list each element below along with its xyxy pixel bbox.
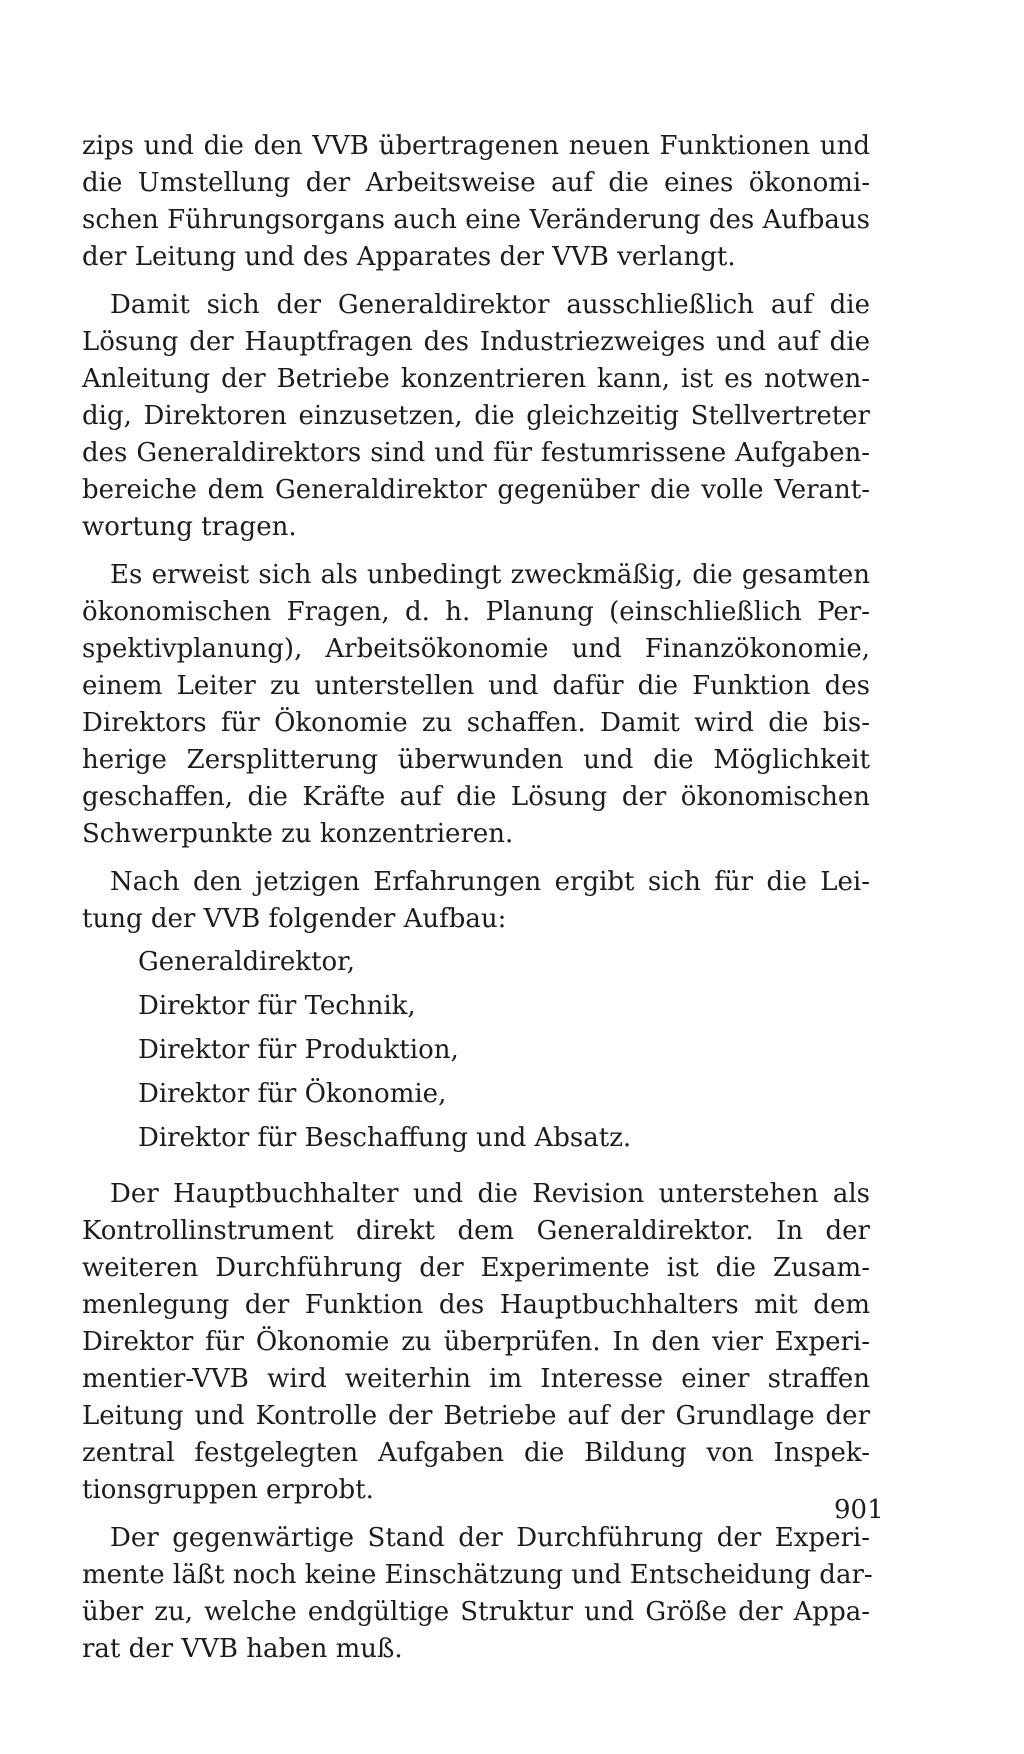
text-line: weiteren Durchführung der Experimente ist die Zusam- xyxy=(82,1253,870,1283)
text-line: Leitung und Kontrolle der Betriebe auf der Grundlage der xyxy=(82,1401,870,1431)
text-line: tung der VVB folgender Aufbau: xyxy=(82,904,507,934)
text-line: zips und die den VVB übertragenen neuen Funktionen und xyxy=(82,131,870,161)
text-line: bereiche dem Generaldirektor gegenüber die volle Verant- xyxy=(82,475,870,505)
text-line: Der gegenwärtige Stand der Durchführung der Experi- xyxy=(110,1523,870,1553)
text-line: Es erweist sich als unbedingt zweckmäßig, die gesamten xyxy=(110,560,870,590)
text-line: der Leitung und des Apparates der VVB verlangt. xyxy=(82,242,736,272)
text-line: mentier-VVB wird weiterhin im Interesse einer straffen xyxy=(82,1364,870,1394)
text-line: geschaffen, die Kräfte auf die Lösung der ökonomischen xyxy=(82,782,870,812)
text-line: herige Zersplitterung überwunden und die Möglichkeit xyxy=(82,745,870,775)
text-line: mente läßt noch keine Einschätzung und Entscheidung dar- xyxy=(82,1560,873,1590)
text-line: Direktor für Ökonomie zu überprüfen. In den vier Experi- xyxy=(82,1327,870,1357)
text-line: spektivplanung), Arbeitsökonomie und Finanzökonomie, xyxy=(82,634,870,664)
text-line: einem Leiter zu unterstellen und dafür die Funktion des xyxy=(82,671,870,701)
text-line: Anleitung der Betriebe konzentrieren kann, ist es notwen- xyxy=(82,364,870,394)
text-line: menlegung der Funktion des Hauptbuchhalters mit dem xyxy=(82,1290,870,1320)
text-line: Der Hauptbuchhalter und die Revision unterstehen als xyxy=(110,1179,870,1209)
text-line: wortung tragen. xyxy=(82,512,297,542)
text-line: Damit sich der Generaldirektor ausschließlich auf die xyxy=(110,290,870,320)
text-line: Lösung der Hauptfragen des Industriezweiges und auf die xyxy=(82,327,870,357)
text-line: des Generaldirektors sind und für festumrissene Aufgaben- xyxy=(82,438,870,468)
text-line: über zu, welche endgültige Struktur und Größe der Appa- xyxy=(82,1597,870,1627)
list-item: Direktor für Ökonomie, xyxy=(138,1079,447,1109)
text-line: rat der VVB haben muß. xyxy=(82,1634,403,1664)
text-line: die Umstellung der Arbeitsweise auf die eines ökonomi- xyxy=(82,168,870,198)
page-number: 901 xyxy=(834,1495,884,1525)
text-line: ökonomischen Fragen, d. h. Planung (einschließlich Per- xyxy=(82,597,870,627)
list-item: Direktor für Technik, xyxy=(138,991,416,1021)
text-line: schen Führungsorgans auch eine Veränderung des Aufbaus xyxy=(82,205,870,235)
text-line: Direktors für Ökonomie zu schaffen. Damit wird die bis- xyxy=(82,708,870,738)
text-line: Kontrollinstrument direkt dem Generaldirektor. In der xyxy=(82,1216,870,1246)
list-item: Direktor für Beschaffung und Absatz. xyxy=(138,1123,632,1153)
list-item: Generaldirektor, xyxy=(138,947,356,977)
text-line: Schwerpunkte zu konzentrieren. xyxy=(82,819,514,849)
text-line: Nach den jetzigen Erfahrungen ergibt sich für die Lei- xyxy=(110,867,870,897)
text-line: tionsgruppen erprobt. xyxy=(82,1475,374,1505)
text-line: zentral festgelegten Aufgaben die Bildung von Inspek- xyxy=(82,1438,870,1468)
list-item: Direktor für Produktion, xyxy=(138,1035,459,1065)
text-line: dig, Direktoren einzusetzen, die gleichzeitig Stellvertreter xyxy=(82,401,870,431)
